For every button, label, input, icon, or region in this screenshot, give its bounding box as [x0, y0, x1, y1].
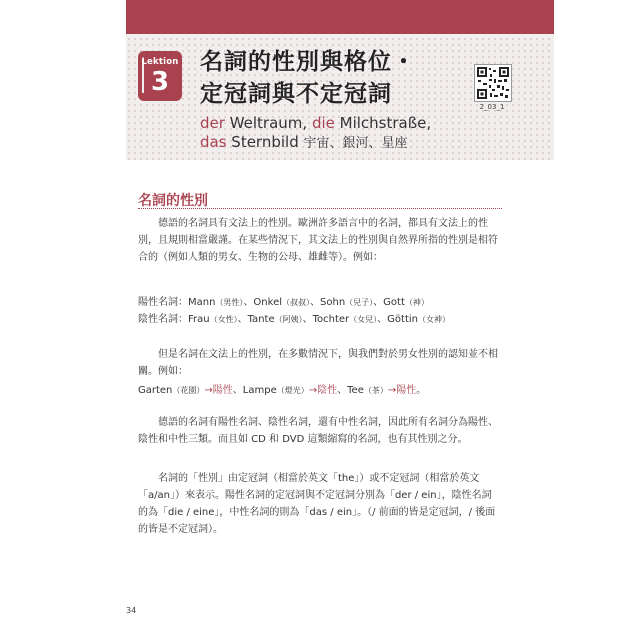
fem-gloss-1: （女性）: [209, 315, 238, 324]
masc-word-2: 、Onkel: [243, 297, 283, 308]
masc-gloss-2: （叔叔）: [282, 298, 311, 307]
article-der: der: [200, 114, 225, 132]
lesson-badge: [138, 51, 182, 101]
chapter-title-line2: 定冠詞與不定冠詞: [200, 81, 392, 107]
qr-code-label: 2_03_1: [479, 103, 505, 111]
fem-word-2: 、Tante: [237, 314, 275, 325]
article-das: das: [200, 133, 227, 151]
subtitle-word1: Weltraum,: [224, 114, 312, 132]
masc-gloss-3: （兒子）: [345, 298, 374, 307]
lesson-number: 3: [150, 67, 170, 97]
feminine-examples: [138, 310, 450, 325]
feminine-label: 陰性名詞：: [138, 314, 188, 325]
masc-word-4: 、Gott: [373, 297, 405, 308]
lesson-word: Lektion: [141, 57, 179, 67]
fem-gloss-3: （女兒）: [349, 315, 378, 324]
fem-gloss-4: （女神）: [418, 315, 450, 324]
example-gender-1: →陽性: [204, 385, 233, 396]
fem-word-1: Frau: [188, 314, 210, 325]
paragraph-3: 德語的名詞有陽性名詞、陰性名詞，還有中性名詞，因此所有名詞分為陽性、陰性和中性三類。而且如 CD 和 DVD 這類縮寫的名詞，也有其性別之分。: [138, 417, 498, 445]
masculine-examples: [138, 293, 429, 308]
example-gender-2: →陰性: [308, 385, 338, 396]
subtitle-word2: Milchstraße,: [334, 114, 432, 132]
masc-gloss-1: （男性）: [215, 298, 244, 307]
masculine-label: 陽性名詞：: [138, 297, 188, 308]
fem-word-4: 、Göttin: [377, 314, 418, 325]
article-die: die: [311, 114, 335, 132]
gender-examples: [138, 381, 426, 396]
subtitle-chinese: 宇宙、銀河、星座: [303, 136, 408, 151]
qr-code-icon[interactable]: [474, 64, 512, 102]
example-gender-3: →陽性: [387, 385, 417, 396]
masc-word-1: Mann: [188, 297, 216, 308]
paragraph-2: 但是名詞在文法上的性別，在多數情況下，與我們對於男女性別的認知並不相關。例如：: [138, 349, 498, 377]
subtitle-word3: Sternbild: [226, 133, 304, 151]
section-title: 名詞的性別: [138, 193, 208, 209]
subtitle-line1: [200, 114, 431, 133]
example-word-2: 、Lampe: [232, 385, 277, 396]
example-gloss-3: （茶）: [363, 386, 388, 395]
chapter-title: [200, 46, 416, 110]
example-word-3: 、Tee: [337, 385, 364, 396]
masc-gloss-4: （神）: [404, 298, 429, 307]
page-number: 34: [126, 606, 137, 615]
example-word-1: Garten: [138, 385, 173, 396]
subtitle-line2: [200, 133, 431, 153]
fem-word-3: 、Tochter: [302, 314, 350, 325]
chapter-subtitle: [200, 114, 431, 153]
chapter-title-line1: 名詞的性別與格位・: [200, 49, 416, 75]
example-gloss-1: （花園）: [172, 386, 205, 395]
example-gloss-2: （燈光）: [276, 386, 309, 395]
example-end: 。: [416, 385, 427, 396]
qr-code-graphic: [475, 65, 511, 101]
header-band: [126, 0, 554, 34]
paragraph-4: 名詞的「性別」由定冠詞（相當於英文「the」）或不定冠詞（相當於英文「a/an」）來表示。陽性名詞的定冠詞與不定冠詞分別為「der / ein」，陰性名詞的為「die / eine」，中性名詞的則為「das / ein」。（/ 前面的皆是定冠詞，/ 後面的皆是不定冠詞）。: [138, 473, 496, 535]
paragraph-1: 德語的名詞具有文法上的性別。歐洲許多語言中的名詞，都具有文法上的性別，且規則相當嚴謹。在某些情況下，其文法上的性別與自然界所指的性別是相符合的（例如人類的男女、生物的公母、雄雌等）。例如：: [138, 218, 498, 263]
fem-gloss-2: （阿姨）: [274, 315, 303, 324]
masc-word-3: 、Sohn: [310, 297, 346, 308]
section-divider: [138, 208, 502, 209]
